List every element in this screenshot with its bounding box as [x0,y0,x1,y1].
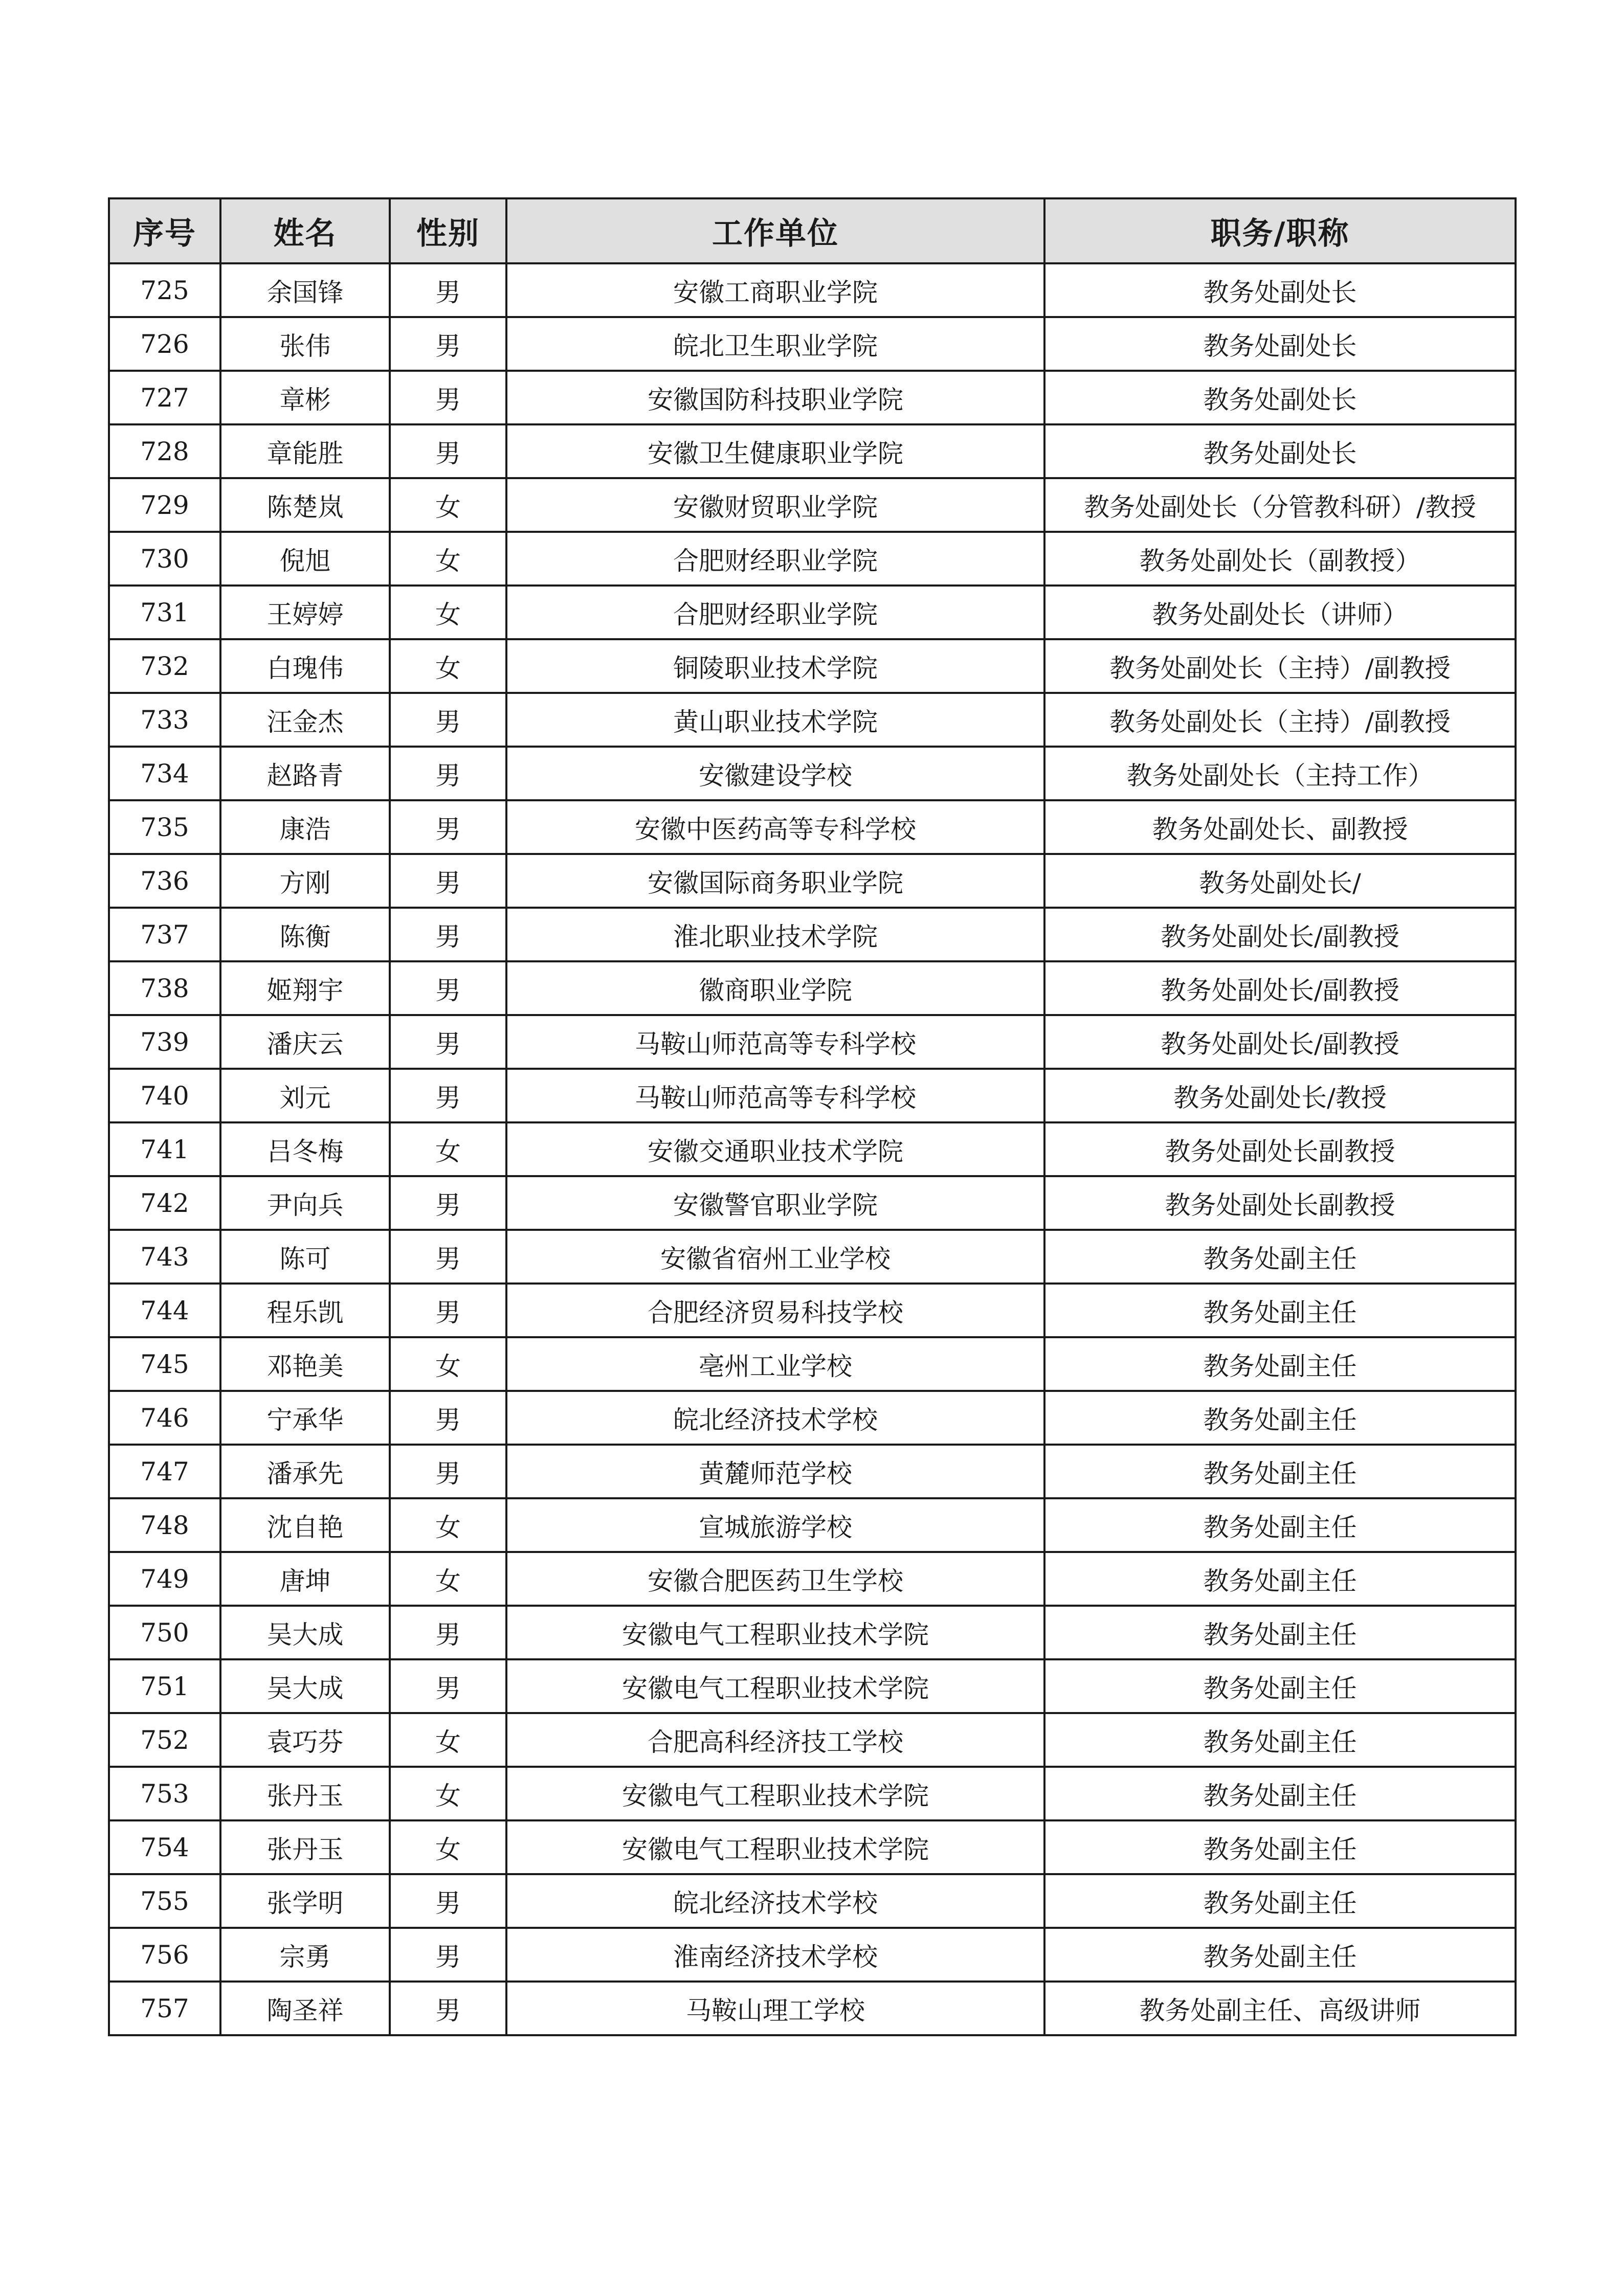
cell-gender: 女 [390,1122,506,1176]
table-row [109,1928,1516,1982]
staff-table [108,197,1517,2036]
cell-gender: 女 [390,1498,506,1552]
cell-no: 728 [109,424,220,478]
cell-unit: 安徽财贸职业学院 [506,478,1044,532]
table-row [109,854,1516,908]
cell-gender: 女 [390,639,506,693]
cell-no: 729 [109,478,220,532]
table-row [109,1552,1516,1606]
cell-name: 潘承先 [220,1445,390,1498]
cell-name: 章彬 [220,371,390,424]
cell-title: 教务处副主任 [1044,1659,1516,1713]
cell-no: 752 [109,1713,220,1767]
cell-gender: 男 [390,961,506,1015]
cell-name: 陈楚岚 [220,478,390,532]
cell-name: 沈自艳 [220,1498,390,1552]
cell-title: 教务处副处长 [1044,424,1516,478]
cell-no: 750 [109,1606,220,1659]
cell-no: 751 [109,1659,220,1713]
table-row [109,961,1516,1015]
cell-unit: 皖北经济技术学校 [506,1391,1044,1445]
table-header [109,198,1516,263]
cell-unit: 合肥财经职业学院 [506,586,1044,639]
header-no: 序号 [109,198,220,263]
cell-gender: 女 [390,1820,506,1874]
cell-no: 739 [109,1015,220,1069]
table-row [109,1874,1516,1928]
table-row [109,1284,1516,1337]
cell-title: 教务处副主任 [1044,1552,1516,1606]
table-row [109,1391,1516,1445]
table-row [109,1015,1516,1069]
cell-name: 吴大成 [220,1659,390,1713]
cell-no: 745 [109,1337,220,1391]
cell-name: 潘庆云 [220,1015,390,1069]
cell-name: 白瑰伟 [220,639,390,693]
cell-no: 726 [109,317,220,371]
cell-title: 教务处副处长、副教授 [1044,800,1516,854]
table-row [109,263,1516,317]
cell-unit: 安徽中医药高等专科学校 [506,800,1044,854]
table-row [109,1498,1516,1552]
table-row [109,317,1516,371]
cell-unit: 安徽电气工程职业技术学院 [506,1606,1044,1659]
cell-gender: 男 [390,263,506,317]
table-row [109,1069,1516,1122]
cell-unit: 合肥高科经济技工学校 [506,1713,1044,1767]
cell-gender: 男 [390,1015,506,1069]
cell-unit: 黄山职业技术学院 [506,693,1044,747]
cell-title: 教务处副主任 [1044,1498,1516,1552]
cell-no: 740 [109,1069,220,1122]
table-row [109,908,1516,961]
table-row [109,424,1516,478]
table-row [109,1337,1516,1391]
cell-title: 教务处副处长/副教授 [1044,1015,1516,1069]
cell-name: 倪旭 [220,532,390,586]
cell-unit: 徽商职业学院 [506,961,1044,1015]
table-body [109,263,1516,2035]
cell-unit: 合肥财经职业学院 [506,532,1044,586]
cell-title: 教务处副主任 [1044,1713,1516,1767]
table-row [109,532,1516,586]
cell-unit: 黄麓师范学校 [506,1445,1044,1498]
cell-title: 教务处副处长（讲师） [1044,586,1516,639]
cell-gender: 男 [390,1445,506,1498]
table-row [109,1122,1516,1176]
cell-name: 袁巧芬 [220,1713,390,1767]
header-gender: 性别 [390,198,506,263]
cell-gender: 男 [390,1982,506,2035]
cell-title: 教务处副主任 [1044,1820,1516,1874]
cell-title: 教务处副处长（主持）/副教授 [1044,639,1516,693]
cell-title: 教务处副处长（副教授） [1044,532,1516,586]
cell-no: 741 [109,1122,220,1176]
cell-gender: 男 [390,317,506,371]
header-name: 姓名 [220,198,390,263]
cell-no: 732 [109,639,220,693]
cell-unit: 安徽电气工程职业技术学院 [506,1659,1044,1713]
cell-no: 725 [109,263,220,317]
table-row [109,1767,1516,1820]
table-row [109,371,1516,424]
cell-no: 734 [109,747,220,800]
cell-name: 吕冬梅 [220,1122,390,1176]
table-row [109,639,1516,693]
header-row [109,198,1516,263]
cell-gender: 男 [390,693,506,747]
cell-unit: 皖北卫生职业学院 [506,317,1044,371]
cell-gender: 女 [390,532,506,586]
cell-title: 教务处副主任 [1044,1874,1516,1928]
cell-no: 742 [109,1176,220,1230]
cell-title: 教务处副主任 [1044,1606,1516,1659]
cell-name: 宗勇 [220,1928,390,1982]
header-title: 职务/职称 [1044,198,1516,263]
cell-no: 738 [109,961,220,1015]
cell-no: 737 [109,908,220,961]
cell-gender: 男 [390,1069,506,1122]
cell-unit: 亳州工业学校 [506,1337,1044,1391]
cell-gender: 男 [390,424,506,478]
cell-no: 754 [109,1820,220,1874]
cell-name: 刘元 [220,1069,390,1122]
cell-name: 张学明 [220,1874,390,1928]
cell-unit: 皖北经济技术学校 [506,1874,1044,1928]
cell-title: 教务处副处长（主持工作） [1044,747,1516,800]
cell-unit: 马鞍山师范高等专科学校 [506,1015,1044,1069]
cell-unit: 安徽合肥医药卫生学校 [506,1552,1044,1606]
cell-name: 宁承华 [220,1391,390,1445]
cell-no: 730 [109,532,220,586]
cell-unit: 安徽警官职业学院 [506,1176,1044,1230]
table-row [109,1982,1516,2035]
cell-gender: 男 [390,908,506,961]
table-row [109,1606,1516,1659]
cell-gender: 女 [390,1337,506,1391]
cell-title: 教务处副主任 [1044,1230,1516,1284]
table-row [109,1659,1516,1713]
cell-name: 吴大成 [220,1606,390,1659]
header-unit: 工作单位 [506,198,1044,263]
cell-gender: 女 [390,1713,506,1767]
cell-no: 749 [109,1552,220,1606]
cell-title: 教务处副处长 [1044,317,1516,371]
cell-name: 陈可 [220,1230,390,1284]
cell-title: 教务处副处长 [1044,263,1516,317]
cell-no: 735 [109,800,220,854]
cell-no: 748 [109,1498,220,1552]
cell-gender: 男 [390,1928,506,1982]
cell-gender: 男 [390,371,506,424]
cell-gender: 男 [390,1284,506,1337]
table-row [109,478,1516,532]
table-row [109,747,1516,800]
cell-name: 尹向兵 [220,1176,390,1230]
cell-title: 教务处副处长/副教授 [1044,908,1516,961]
cell-unit: 安徽电气工程职业技术学院 [506,1767,1044,1820]
cell-unit: 安徽工商职业学院 [506,263,1044,317]
cell-gender: 男 [390,800,506,854]
cell-no: 753 [109,1767,220,1820]
cell-title: 教务处副处长副教授 [1044,1122,1516,1176]
cell-no: 736 [109,854,220,908]
cell-gender: 女 [390,1552,506,1606]
cell-title: 教务处副主任 [1044,1445,1516,1498]
cell-title: 教务处副处长/教授 [1044,1069,1516,1122]
cell-name: 余国锋 [220,263,390,317]
cell-unit: 马鞍山理工学校 [506,1982,1044,2035]
cell-title: 教务处副处长/副教授 [1044,961,1516,1015]
cell-unit: 安徽卫生健康职业学院 [506,424,1044,478]
cell-no: 727 [109,371,220,424]
table-row [109,1230,1516,1284]
table-row [109,1820,1516,1874]
cell-name: 方刚 [220,854,390,908]
cell-title: 教务处副处长 [1044,371,1516,424]
cell-title: 教务处副处长（分管教科研）/教授 [1044,478,1516,532]
cell-unit: 铜陵职业技术学院 [506,639,1044,693]
cell-unit: 合肥经济贸易科技学校 [506,1284,1044,1337]
cell-gender: 男 [390,1176,506,1230]
cell-name: 张丹玉 [220,1820,390,1874]
cell-gender: 男 [390,1874,506,1928]
table-row [109,800,1516,854]
cell-title: 教务处副主任 [1044,1284,1516,1337]
cell-unit: 马鞍山师范高等专科学校 [506,1069,1044,1122]
cell-no: 733 [109,693,220,747]
cell-unit: 安徽国防科技职业学院 [506,371,1044,424]
cell-gender: 女 [390,586,506,639]
cell-gender: 男 [390,1606,506,1659]
cell-unit: 安徽交通职业技术学院 [506,1122,1044,1176]
cell-title: 教务处副处长副教授 [1044,1176,1516,1230]
cell-gender: 男 [390,1230,506,1284]
cell-no: 756 [109,1928,220,1982]
cell-no: 747 [109,1445,220,1498]
cell-name: 康浩 [220,800,390,854]
cell-title: 教务处副主任 [1044,1391,1516,1445]
cell-title: 教务处副主任 [1044,1767,1516,1820]
table-row [109,693,1516,747]
cell-unit: 安徽电气工程职业技术学院 [506,1820,1044,1874]
cell-gender: 女 [390,478,506,532]
cell-name: 程乐凯 [220,1284,390,1337]
cell-unit: 淮北职业技术学院 [506,908,1044,961]
table-row [109,1176,1516,1230]
cell-name: 姬翔宇 [220,961,390,1015]
cell-title: 教务处副主任 [1044,1337,1516,1391]
table-row [109,1445,1516,1498]
cell-name: 唐坤 [220,1552,390,1606]
cell-name: 汪金杰 [220,693,390,747]
cell-no: 755 [109,1874,220,1928]
cell-name: 章能胜 [220,424,390,478]
cell-name: 邓艳美 [220,1337,390,1391]
cell-unit: 淮南经济技术学校 [506,1928,1044,1982]
cell-name: 王婷婷 [220,586,390,639]
cell-gender: 男 [390,1391,506,1445]
cell-unit: 安徽省宿州工业学校 [506,1230,1044,1284]
table-row [109,586,1516,639]
cell-no: 743 [109,1230,220,1284]
cell-unit: 安徽国际商务职业学院 [506,854,1044,908]
cell-title: 教务处副处长/ [1044,854,1516,908]
cell-unit: 安徽建设学校 [506,747,1044,800]
cell-gender: 男 [390,747,506,800]
cell-no: 744 [109,1284,220,1337]
cell-name: 陈衡 [220,908,390,961]
cell-name: 张伟 [220,317,390,371]
cell-name: 赵路青 [220,747,390,800]
cell-title: 教务处副处长（主持）/副教授 [1044,693,1516,747]
cell-gender: 女 [390,1767,506,1820]
cell-name: 陶圣祥 [220,1982,390,2035]
cell-unit: 宣城旅游学校 [506,1498,1044,1552]
cell-title: 教务处副主任、高级讲师 [1044,1982,1516,2035]
table-row [109,1713,1516,1767]
cell-name: 张丹玉 [220,1767,390,1820]
cell-title: 教务处副主任 [1044,1928,1516,1982]
cell-gender: 男 [390,1659,506,1713]
cell-gender: 男 [390,854,506,908]
cell-no: 746 [109,1391,220,1445]
cell-no: 757 [109,1982,220,2035]
cell-no: 731 [109,586,220,639]
